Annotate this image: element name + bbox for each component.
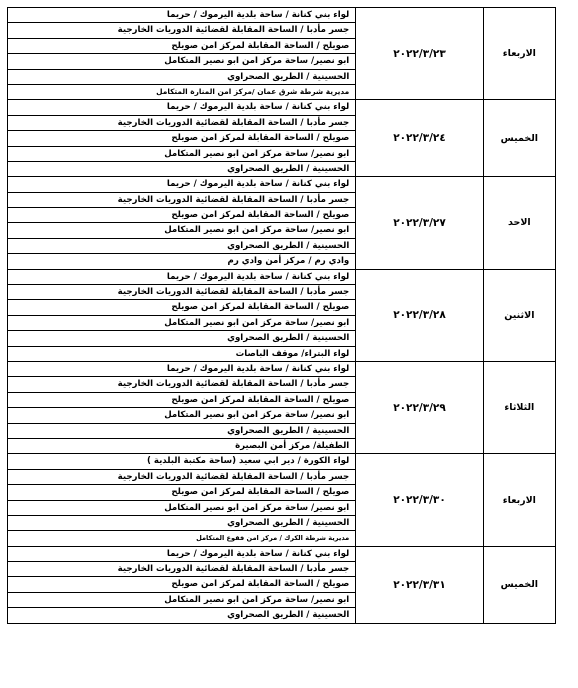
- location-line: ابو نصير/ ساحة مركز امن ابو نصير المتكامل: [8, 147, 355, 162]
- locations-cell: [8, 269, 356, 361]
- location-line: ابو نصير/ ساحة مركز امن ابو نصير المتكامل: [8, 54, 355, 69]
- location-line: الحسينية / الطريق الصحراوي: [8, 424, 355, 439]
- location-line: جسر مأدبا / الساحة المقابلة لقضائية الدوريات الخارجية: [8, 470, 355, 485]
- schedule-row: [8, 269, 556, 361]
- day-cell: الثلاثاء: [483, 361, 555, 453]
- location-line: جسر مأدبا / الساحة المقابلة لقضائية الدوريات الخارجية: [8, 23, 355, 38]
- locations-cell: [8, 361, 356, 453]
- schedule-row: [8, 8, 556, 100]
- location-line: لواء البتراء/ موقف الباصات: [235, 348, 350, 359]
- day-cell: الخميس: [483, 100, 555, 177]
- day-cell: الاثنين: [483, 269, 555, 361]
- location-line: ابو نصير/ ساحة مركز امن ابو نصير المتكامل: [8, 223, 355, 238]
- date-cell: ٢٠٢٢/٣/٢٧: [356, 177, 483, 269]
- date-cell: ٢٠٢٢/٣/٢٨: [356, 269, 483, 361]
- locations-cell: [8, 546, 356, 623]
- location-line: مديرية شرطة الكرك / مركز امن فقوع المتكامل: [196, 534, 350, 543]
- locations-cell: [8, 8, 356, 100]
- location-line: الحسينية / الطريق الصحراوي: [227, 163, 350, 174]
- location-line: صويلح / الساحة المقابلة لمركز امن صويلح: [8, 39, 355, 54]
- date-cell: ٢٠٢٢/٣/٢٤: [356, 100, 483, 177]
- location-line: جسر مأدبا / الساحة المقابلة لقضائية الدوريات الخارجية: [8, 377, 355, 392]
- schedule-row: [8, 361, 556, 453]
- schedule-row: [8, 177, 556, 269]
- day-cell: الاحد: [483, 177, 555, 269]
- location-line: لواء بني كنانة / ساحة بلدية اليرموك / حريما: [8, 270, 355, 285]
- location-line: الحسينية / الطريق الصحراوي: [8, 239, 355, 254]
- locations-cell: [8, 177, 356, 269]
- date-cell: ٢٠٢٢/٣/٢٣: [356, 8, 483, 100]
- location-line: لواء بني كنانة / ساحة بلدية اليرموك / حريما: [8, 100, 355, 115]
- schedule-row: [8, 454, 556, 546]
- location-line: صويلح / الساحة المقابلة لمركز امن صويلح: [8, 577, 355, 592]
- location-line: صويلح / الساحة المقابلة لمركز امن صويلح: [8, 393, 355, 408]
- location-line: جسر مأدبا / الساحة المقابلة لقضائية الدوريات الخارجية: [8, 116, 355, 131]
- location-line: مديرية شرطة شرق عمان /مركز امن المنارة المتكامل: [156, 86, 350, 96]
- location-line: لواء بني كنانة / ساحة بلدية اليرموك / حريما: [8, 8, 355, 23]
- day-cell: الاربعاء: [483, 8, 555, 100]
- schedule-table: [7, 7, 556, 624]
- schedule-row: [8, 546, 556, 623]
- location-line: الحسينية / الطريق الصحراوي: [227, 610, 350, 621]
- location-line: صويلح / الساحة المقابلة لمركز امن صويلح: [8, 300, 355, 315]
- location-line: الحسينية / الطريق الصحراوي: [8, 516, 355, 531]
- day-cell: الخميس: [483, 546, 555, 623]
- day-cell: الاربعاء: [483, 454, 555, 546]
- location-line: لواء بني كنانة / ساحة بلدية اليرموك / حريما: [8, 547, 355, 562]
- date-cell: ٢٠٢٢/٣/٢٩: [356, 361, 483, 453]
- location-line: صويلح / الساحة المقابلة لمركز امن صويلح: [8, 131, 355, 146]
- date-cell: ٢٠٢٢/٣/٣١: [356, 546, 483, 623]
- location-line: جسر مأدبا / الساحة المقابلة لقضائية الدوريات الخارجية: [8, 193, 355, 208]
- schedule-body: [8, 8, 556, 624]
- location-line: لواء الكورة / دير ابي سعيد (ساحة مكتبة البلدية ): [8, 454, 355, 469]
- location-line: الحسينية / الطريق الصحراوي: [8, 331, 355, 346]
- locations-cell: [8, 454, 356, 546]
- location-line: جسر مأدبا / الساحة المقابلة لقضائية الدوريات الخارجية: [8, 285, 355, 300]
- location-line: الحسينية / الطريق الصحراوي: [8, 70, 355, 85]
- location-line: وادي رم / مركز أمن وادي رم: [227, 256, 350, 267]
- location-line: ابو نصير/ ساحة مركز امن ابو نصير المتكامل: [8, 593, 355, 608]
- schedule-row: [8, 100, 556, 177]
- locations-cell: [8, 100, 356, 177]
- location-line: لواء بني كنانة / ساحة بلدية اليرموك / حريما: [8, 177, 355, 192]
- location-line: صويلح / الساحة المقابلة لمركز امن صويلح: [8, 485, 355, 500]
- location-line: جسر مأدبا / الساحة المقابلة لقضائية الدوريات الخارجية: [8, 562, 355, 577]
- location-line: الطفيلة/ مركز أمن البصيرة: [235, 440, 350, 451]
- location-line: ابو نصير/ ساحة مركز امن ابو نصير المتكامل: [8, 316, 355, 331]
- location-line: لواء بني كنانة / ساحة بلدية اليرموك / حريما: [8, 362, 355, 377]
- date-cell: ٢٠٢٢/٣/٣٠: [356, 454, 483, 546]
- location-line: ابو نصير/ ساحة مركز امن ابو نصير المتكامل: [8, 408, 355, 423]
- location-line: ابو نصير/ ساحة مركز امن ابو نصير المتكامل: [8, 501, 355, 516]
- location-line: صويلح / الساحة المقابلة لمركز امن صويلح: [8, 208, 355, 223]
